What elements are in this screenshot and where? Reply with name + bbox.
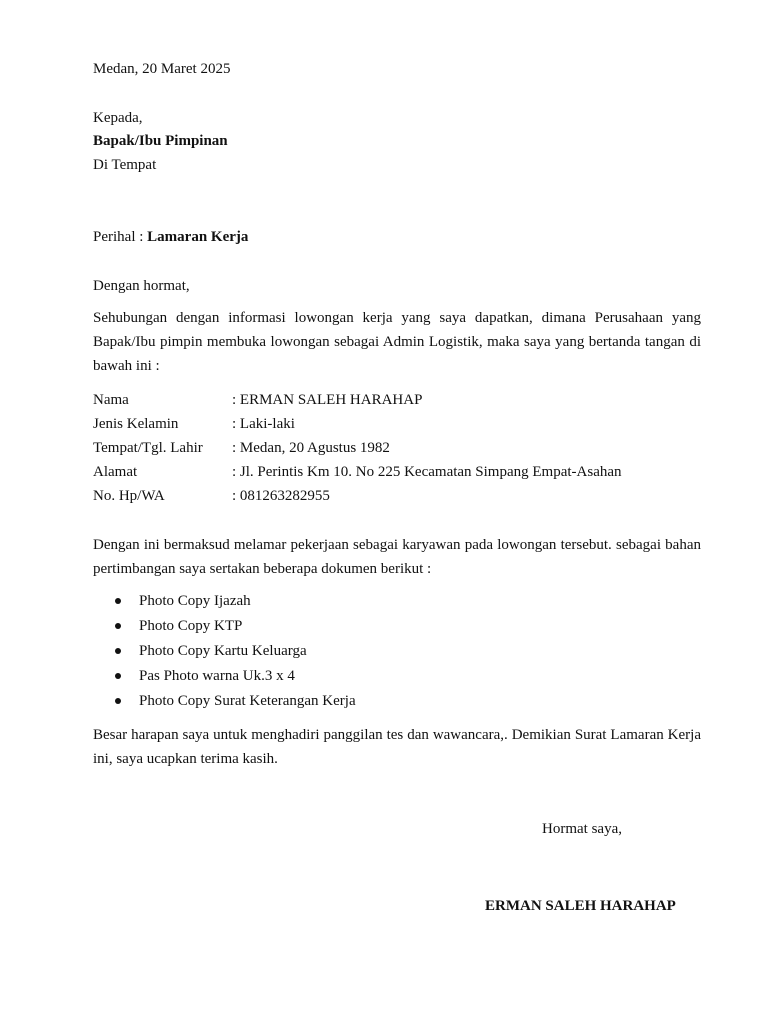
- bullet-icon: [115, 598, 121, 604]
- biodata-label: No. Hp/WA: [93, 488, 165, 504]
- document-label: Photo Copy Ijazah: [139, 593, 251, 609]
- sign-off: Hormat saya,: [542, 821, 622, 837]
- recipient-location: Di Tempat: [93, 157, 157, 173]
- document-list: [93, 590, 356, 715]
- bullet-icon: [115, 698, 121, 704]
- biodata-row: [93, 438, 713, 458]
- biodata-label: Tempat/Tgl. Lahir: [93, 440, 203, 456]
- list-item: [93, 690, 356, 715]
- biodata-value: : Medan, 20 Agustus 1982: [232, 440, 390, 456]
- biodata-row: [93, 390, 713, 410]
- bullet-icon: [115, 623, 121, 629]
- document-label: Photo Copy Kartu Keluarga: [139, 643, 307, 659]
- biodata-value: : ERMAN SALEH HARAHAP: [232, 392, 423, 408]
- bullet-icon: [115, 673, 121, 679]
- biodata-row: [93, 414, 713, 434]
- list-item: [93, 615, 356, 640]
- intro-paragraph: Sehubungan dengan informasi lowongan kerja yang saya dapatkan, dimana Perusahaan yang Bapak/Ibu pimpin membuka lowongan sebagai Admin Logistik, maka saya yang bertanda tangan di bawah ini :: [93, 310, 701, 374]
- biodata-label: Nama: [93, 392, 129, 408]
- signatory-name: ERMAN SALEH HARAHAP: [485, 898, 676, 914]
- place-date: Medan, 20 Maret 2025: [93, 61, 231, 77]
- biodata-row: [93, 486, 713, 506]
- biodata-row: [93, 462, 713, 482]
- list-item: [93, 590, 356, 615]
- greeting: Dengan hormat,: [93, 278, 190, 294]
- document-label: Photo Copy KTP: [139, 618, 243, 634]
- document-label: Photo Copy Surat Keterangan Kerja: [139, 693, 356, 709]
- closing-paragraph: Besar harapan saya untuk menghadiri panggilan tes dan wawancara,. Demikian Surat Lamaran Kerja ini, saya ucapkan terima kasih.: [93, 727, 701, 767]
- document-label: Pas Photo warna Uk.3 x 4: [139, 668, 295, 684]
- biodata-value: : Laki-laki: [232, 416, 295, 432]
- list-item: [93, 665, 356, 690]
- biodata-value: : 081263282955: [232, 488, 330, 504]
- subject-value: Lamaran Kerja: [147, 229, 249, 245]
- purpose-paragraph: Dengan ini bermaksud melamar pekerjaan sebagai karyawan pada lowongan tersebut. sebagai bahan pertimbangan saya sertakan beberapa dokumen berikut :: [93, 537, 701, 577]
- biodata-label: Jenis Kelamin: [93, 416, 179, 432]
- biodata-value: : Jl. Perintis Km 10. No 225 Kecamatan Simpang Empat-Asahan: [232, 464, 622, 480]
- recipient-name: Bapak/Ibu Pimpinan: [93, 133, 228, 149]
- subject-line: [93, 227, 248, 247]
- biodata-label: Alamat: [93, 464, 138, 480]
- list-item: [93, 640, 356, 665]
- subject-label: Perihal :: [93, 229, 148, 245]
- bullet-icon: [115, 648, 121, 654]
- recipient-salutation: Kepada,: [93, 110, 143, 126]
